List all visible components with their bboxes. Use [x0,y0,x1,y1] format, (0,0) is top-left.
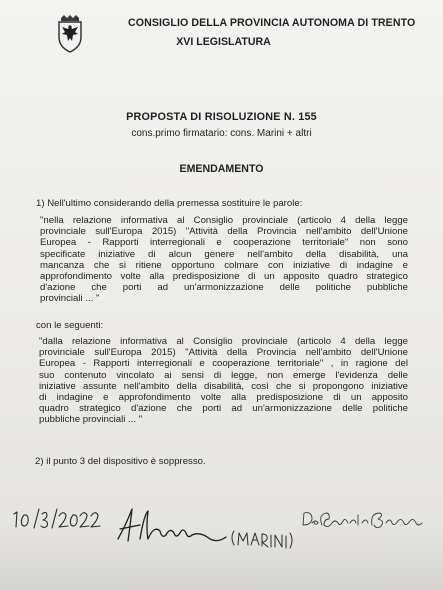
connector-text: con le seguenti: [36,320,104,331]
signature-marini-name [232,531,292,548]
quote-line: Europea - Rapporti interregionali e cooperazione territoriale" non sono [40,237,408,249]
handwritten-signatures [0,495,443,575]
replacement-text-quote [39,336,408,426]
section-heading: EMENDAMENTO [179,163,264,175]
quote-line: "dalla relazione informativa al Consiglio provinciale (articolo 4 della legge [39,336,408,347]
quote-line: provinciale sull'Europa 2015) "Attività della Provincia nell'ambito dell'Unione [39,347,408,359]
quote-line: provinciali ... " [40,293,100,305]
quote-line: provinciale sull'Europa 2015) "Attività della Provincia nell'ambito dell'Unione [40,226,408,238]
signature-marini [118,509,226,541]
quote-line: specificate iniziative di alcun genere nell'ambito della disabilità, una [40,248,408,260]
quote-line: "nella relazione informativa al Consiglio provinciale (articolo 4 della legge [40,215,408,226]
quote-line: mancanza che si ritiene opportuno colmare con iniziative di indagine e [40,259,408,271]
quote-line: approfondimento volte alla predisposizione di un apposito quadro strategico [40,271,408,283]
quote-line: iniziative assunte nell'ambito della disabilità, così che si propongono iniziative [39,380,408,392]
quote-line: quadro strategico d'azione che porti ad un'armonizzazione delle politiche [39,403,408,415]
quote-line: suo contenuto vincolato ai sensi di legge, non emerge l'evidenza delle [39,369,408,381]
first-signatory: cons.primo firmatario: cons. Marini + altri [131,128,312,139]
document-title: PROPOSTA DI RISOLUZIONE N. 155 [126,111,317,123]
council-name: CONSIGLIO DELLA PROVINCIA AUTONOMA DI TRENTO [128,17,416,29]
quote-line: d'azione che porti ad un'armonizzazione delle politiche pubbliche [40,282,408,294]
point-2: 2) il punto 3 del dispositivo è soppresso. [35,456,206,467]
quote-line: Europea - Rapporti interregionali e cooperazione territoriale" , in ragione del [39,358,408,370]
quote-line: di indagine e approfondimento volte alla predisposizione di un apposito [39,392,408,404]
legislature-label: XVI LEGISLATURA [176,36,271,48]
original-text-quote [40,215,408,305]
point-1-intro: 1) Nell'ultimo considerando della premessa sostituire le parole: [36,198,303,209]
signature-second [303,513,422,528]
handwritten-date [14,509,100,528]
quote-line: pubbliche provinciali ... " [39,414,143,426]
